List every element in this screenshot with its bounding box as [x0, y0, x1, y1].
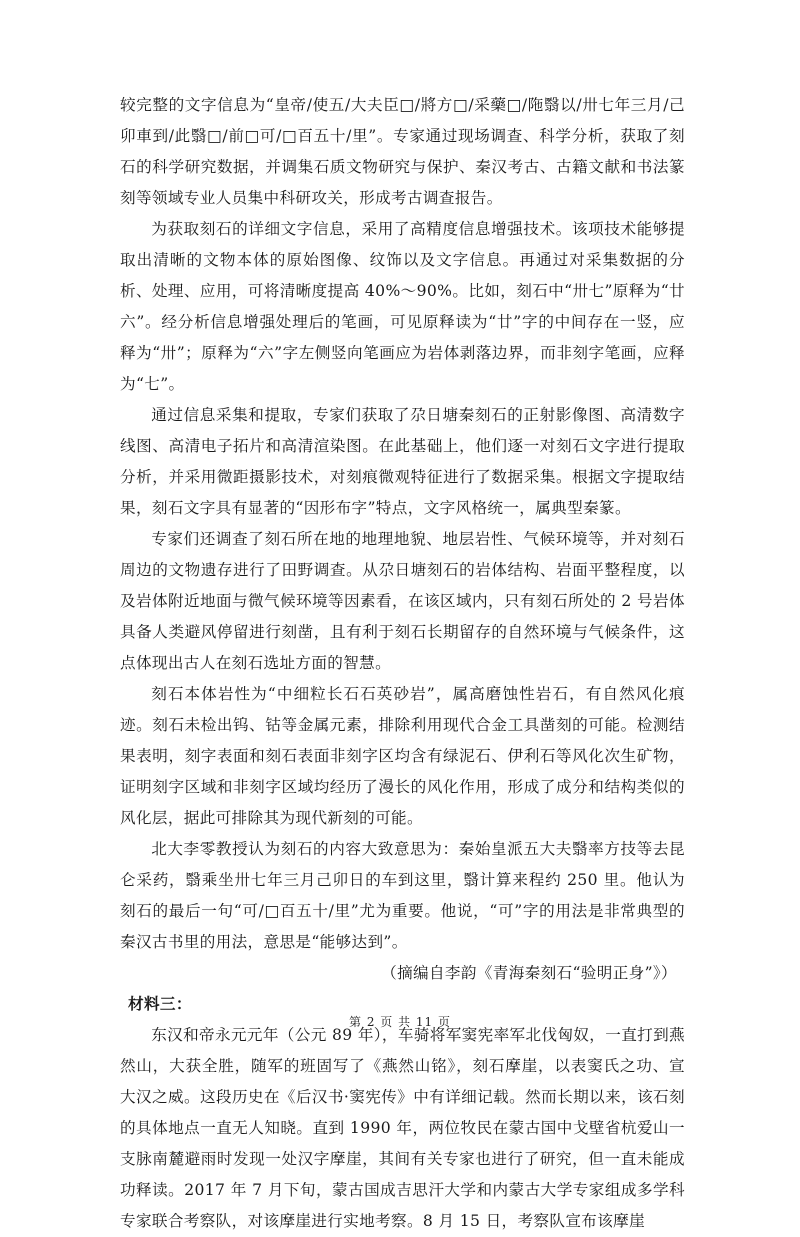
paragraph-site-survey: 专家们还调查了刻石所在地的地理地貌、地层岩性、气候环境等，并对刻石周边的文物遗存进行了田野调查。从尕日塘刻石的岩体结构、岩面平整程度，以及岩体附近地面与微气候环境等因素看，在该区域内，只有刻石所处的 2 号岩体具备人类避风停留进行刻凿，且有利于刻石长期留存的自然环境与气候条件，这点体现出古人在刻石选址方面的智慧。	[120, 530, 685, 672]
source-citation: （摘编自李韵《青海秦刻石“验明正身”》）	[381, 964, 677, 982]
paragraph-info-extraction: 通过信息采集和提取，专家们获取了尕日塘秦刻石的正射影像图、高清数字线图、高清电子拓片和高清渲染图。在此基础上，他们逐一对刻石文字进行提取分析，并采用微距摄影技术，对刻痕微观特征进行了数据采集。根据文字提取结果，刻石文字具有显著的“因形布字”特点，文字风格统一，属典型秦篆。	[120, 406, 685, 517]
document-body	[120, 90, 685, 1237]
paragraph-inscription-text: 较完整的文字信息为“皇帝/使五/大夫臣□/將方□/采藥□/陁翳以/卅七年三月/己卯車到/此翳□/前□可/□百五十/里”。专家通过现场调查、科学分析，获取了刻石的科学研究数据，并调集石质文物研究与保护、秦汉考古、古籍文献和书法篆刻等领域专业人员集中科研攻关，形成考古调查报告。	[120, 96, 685, 207]
paragraph-rock-analysis: 刻石本体岩性为“中细粒长石石英砂岩”，属高磨蚀性岩石，有自然风化痕迹。刻石未检出钨、钴等金属元素，排除利用现代合金工具凿刻的可能。检测结果表明，刻字表面和刻石表面非刻字区均含有绿泥石、伊利石等风化次生矿物，证明刻字区域和非刻字区域均经历了漫长的风化作用，形成了成分和结构类似的风化层，据此可排除其为现代新刻的可能。	[120, 685, 685, 827]
paragraph-li-ling-interpretation: 北大李零教授认为刻石的内容大致意思为：秦始皇派五大夫翳率方技等去昆仑采药，翳乘坐卅七年三月己卯日的车到这里，翳计算来程约 250 里。他认为刻石的最后一句“可/□百五十/里”尤为重要。他说，“可”字的用法是非常典型的秦汉古书里的用法，意思是“能够达到”。	[120, 840, 685, 951]
paragraph-enhancement-tech: 为获取刻石的详细文字信息，采用了高精度信息增强技术。该项技术能够提取出清晰的文物本体的原始图像、纹饰以及文字信息。再通过对采集数据的分析、处理、应用，可将清晰度提高 40%～90%。比如，刻石中“卅七”原释为“廿六”。经分析信息增强处理后的笔画，可见原释读为“廿”字的中间存在一竖，应释为“卅”；原释为“六”字左侧竖向笔画应为岩体剥落边界，而非刻字笔画，应释为“七”。	[120, 220, 685, 393]
paragraph-yanran-inscription: 东汉和帝永元元年（公元 89 年），车骑将军窦宪率军北伐匈奴，一直打到燕然山，大获全胜，随军的班固写了《燕然山铭》，刻石摩崖，以表窦氏之功、宣大汉之威。这段历史在《后汉书·窦宪传》中有详细记载。然而长期以来，该石刻的具体地点一直无人知晓。直到 1990 年，两位牧民在蒙古国中戈壁省杭爱山一支脉南麓避雨时发现一处汉字摩崖，其间有关专家也进行了研究，但一直未能成功释读。2017 年 7 月下旬，蒙古国成吉思汗大学和内蒙古大学专家组成多学科专家联合考察队，对该摩崖进行实地考察。8 月 15 日，考察队宣布该摩崖	[120, 1026, 685, 1230]
section-heading-material-three: 材料三：	[128, 995, 192, 1013]
page-number-footer: 第 2 页 共 11 页	[349, 1015, 451, 1029]
